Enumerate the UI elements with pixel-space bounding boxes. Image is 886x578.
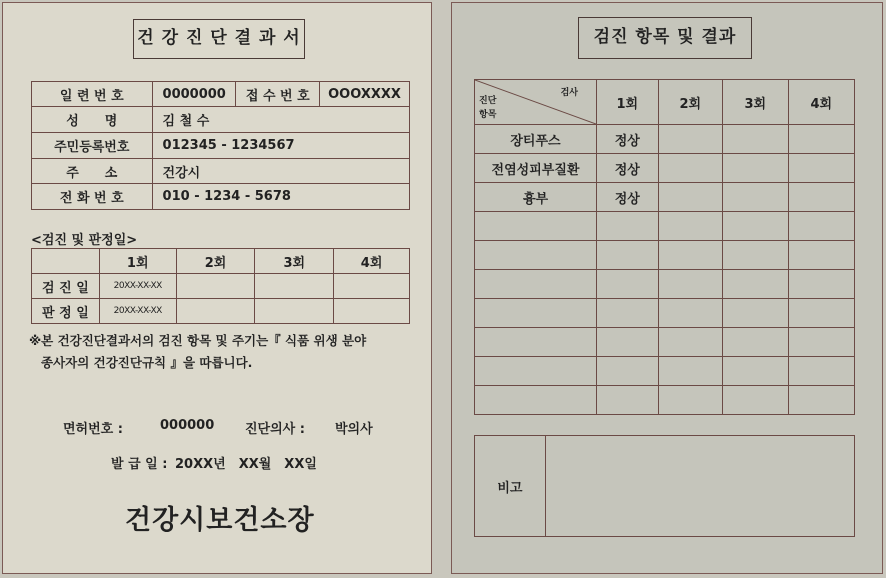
table-row bbox=[475, 357, 855, 386]
table-row bbox=[475, 154, 855, 183]
exam-date-value: 20XX-XX-XX bbox=[99, 274, 176, 299]
exam-result-value bbox=[597, 270, 659, 299]
exam-date-value bbox=[334, 274, 410, 299]
date-header: 4회 bbox=[334, 249, 410, 274]
results-title: 검진 항목 및 결과 bbox=[578, 17, 752, 59]
table-row bbox=[475, 386, 855, 415]
exam-result-value bbox=[658, 125, 723, 154]
exam-result-value bbox=[658, 299, 723, 328]
table-row bbox=[475, 328, 855, 357]
exam-date-value bbox=[176, 274, 255, 299]
exam-item-label bbox=[475, 270, 597, 299]
results-table bbox=[474, 79, 855, 415]
exam-item-label bbox=[475, 241, 597, 270]
exam-result-value: 정상 bbox=[597, 154, 659, 183]
exam-result-value bbox=[723, 154, 788, 183]
serial-value: 0000000 bbox=[152, 82, 236, 107]
remarks-value bbox=[545, 436, 854, 537]
judge-date-value bbox=[255, 299, 334, 324]
name-value: 김 철 수 bbox=[152, 107, 409, 133]
date-header: 1회 bbox=[99, 249, 176, 274]
exam-result-value bbox=[723, 357, 788, 386]
address-value: 건강시 bbox=[152, 159, 409, 184]
issue-label: 발 급 일 : bbox=[111, 457, 168, 472]
note-line-1: ※본 건강진단결과서의 검진 항목 및 주기는『 식품 위생 분야 bbox=[29, 333, 367, 348]
round-header: 3회 bbox=[723, 80, 788, 125]
receipt-label: 접 수 번 호 bbox=[236, 82, 320, 107]
note-line-2: 종사자의 건강진단규칙 』을 따릅니다. bbox=[41, 355, 253, 370]
id-value: 012345 - 1234567 bbox=[152, 133, 409, 159]
judge-date-value bbox=[176, 299, 255, 324]
results-corner bbox=[475, 80, 597, 125]
license-label: 면허번호 : bbox=[63, 422, 123, 437]
exam-item-label bbox=[475, 299, 597, 328]
exam-date-label: 검 진 일 bbox=[32, 274, 100, 299]
exam-result-value bbox=[658, 154, 723, 183]
doctor-value: 박의사 bbox=[335, 422, 373, 437]
exam-item-label: 전염성피부질환 bbox=[475, 154, 597, 183]
table-row bbox=[475, 125, 855, 154]
exam-result-value bbox=[788, 212, 855, 241]
date-header: 2회 bbox=[176, 249, 255, 274]
exam-result-value: 정상 bbox=[597, 183, 659, 212]
name-label: 성 명 bbox=[32, 107, 153, 133]
id-label: 주민등록번호 bbox=[32, 133, 153, 159]
corner-bottom-label-2: 항목 bbox=[479, 110, 497, 120]
exam-item-label bbox=[475, 212, 597, 241]
exam-result-value bbox=[597, 357, 659, 386]
dates-caption: <검진 및 판정일> bbox=[31, 233, 138, 248]
table-row bbox=[475, 212, 855, 241]
table-row bbox=[475, 299, 855, 328]
exam-result-value bbox=[723, 328, 788, 357]
date-header: 3회 bbox=[255, 249, 334, 274]
exam-result-value bbox=[597, 328, 659, 357]
exam-result-value bbox=[723, 125, 788, 154]
authority-signature: 건강시보건소장 bbox=[125, 505, 315, 536]
dates-corner bbox=[32, 249, 100, 274]
exam-item-label bbox=[475, 386, 597, 415]
results-panel bbox=[451, 2, 883, 574]
table-row bbox=[475, 270, 855, 299]
exam-item-label: 장티푸스 bbox=[475, 125, 597, 154]
exam-result-value bbox=[597, 212, 659, 241]
exam-result-value bbox=[723, 212, 788, 241]
exam-result-value bbox=[723, 299, 788, 328]
exam-result-value bbox=[723, 241, 788, 270]
exam-result-value bbox=[788, 386, 855, 415]
exam-result-value bbox=[658, 241, 723, 270]
receipt-value: OOOXXXX bbox=[320, 82, 410, 107]
exam-result-value: 정상 bbox=[597, 125, 659, 154]
judge-date-value: 20XX-XX-XX bbox=[99, 299, 176, 324]
exam-result-value bbox=[597, 299, 659, 328]
exam-result-value bbox=[723, 386, 788, 415]
exam-result-value bbox=[597, 241, 659, 270]
exam-item-label bbox=[475, 357, 597, 386]
phone-label: 전 화 번 호 bbox=[32, 184, 153, 210]
exam-item-label bbox=[475, 328, 597, 357]
exam-date-value bbox=[255, 274, 334, 299]
phone-value: 010 - 1234 - 5678 bbox=[152, 184, 409, 210]
serial-label: 일 련 번 호 bbox=[32, 82, 153, 107]
issue-value: 20XX년 XX월 XX일 bbox=[175, 457, 317, 472]
table-row bbox=[475, 241, 855, 270]
exam-result-value bbox=[788, 154, 855, 183]
certificate-panel bbox=[2, 2, 432, 574]
exam-result-value bbox=[723, 183, 788, 212]
certificate-title: 건 강 진 단 결 과 서 bbox=[133, 19, 305, 59]
judge-date-value bbox=[334, 299, 410, 324]
exam-result-value bbox=[597, 386, 659, 415]
exam-result-value bbox=[658, 212, 723, 241]
exam-result-value bbox=[788, 183, 855, 212]
remarks-table bbox=[474, 435, 855, 537]
exam-result-value bbox=[788, 357, 855, 386]
exam-result-value bbox=[658, 183, 723, 212]
exam-item-label: 흉부 bbox=[475, 183, 597, 212]
exam-dates-table bbox=[31, 248, 410, 324]
judge-date-label: 판 정 일 bbox=[32, 299, 100, 324]
exam-result-value bbox=[658, 328, 723, 357]
exam-result-value bbox=[788, 328, 855, 357]
exam-result-value bbox=[658, 357, 723, 386]
exam-result-value bbox=[658, 386, 723, 415]
round-header: 2회 bbox=[658, 80, 723, 125]
table-row bbox=[475, 183, 855, 212]
remarks-label: 비고 bbox=[475, 436, 546, 537]
exam-result-value bbox=[788, 270, 855, 299]
corner-top-label: 검사 bbox=[560, 88, 578, 98]
exam-result-value bbox=[788, 299, 855, 328]
license-value: 000000 bbox=[160, 418, 215, 433]
exam-result-value bbox=[723, 270, 788, 299]
round-header: 4회 bbox=[788, 80, 855, 125]
address-label: 주 소 bbox=[32, 159, 153, 184]
exam-result-value bbox=[658, 270, 723, 299]
doctor-label: 진단의사 : bbox=[245, 422, 305, 437]
exam-result-value bbox=[788, 125, 855, 154]
personal-info-table bbox=[31, 81, 410, 210]
corner-bottom-label-1: 진단 bbox=[479, 96, 497, 106]
exam-result-value bbox=[788, 241, 855, 270]
round-header: 1회 bbox=[597, 80, 659, 125]
